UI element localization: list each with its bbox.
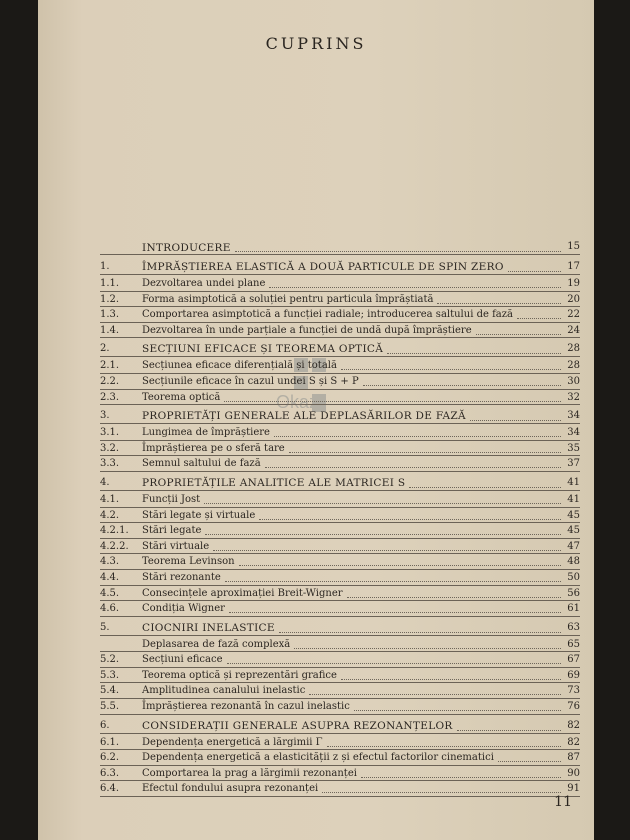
toc-leader-dots bbox=[239, 565, 561, 566]
toc-entry-number: 1.1. bbox=[100, 278, 120, 289]
toc-chapter-row bbox=[100, 236, 580, 256]
toc-section-row bbox=[100, 735, 580, 751]
toc-section-row bbox=[100, 637, 580, 653]
toc-entry-page: 28 bbox=[567, 360, 580, 372]
toc-entry-title: CONSIDERAȚII GENERALE ASUPRA REZONANȚELOR bbox=[142, 719, 453, 732]
toc-entry-number: 4.2.2. bbox=[100, 540, 129, 552]
toc-section-row bbox=[100, 307, 580, 323]
toc-entry-page: 19 bbox=[567, 278, 580, 289]
toc-entry-title: Forma asimptotică a soluției pentru particula împrăștiată bbox=[142, 293, 434, 305]
toc-section-row bbox=[100, 554, 580, 570]
toc-entry-title: Stări virtuale bbox=[142, 540, 210, 552]
toc-entry-number: 3. bbox=[100, 410, 110, 422]
toc-entry-title: Comportarea asimptotică a funcției radiale; introducerea saltului de fază bbox=[142, 309, 513, 321]
toc-entry-page: 45 bbox=[567, 525, 580, 537]
toc-entry-title: Teorema optică și reprezentări grafice bbox=[142, 669, 337, 681]
toc-leader-dots bbox=[327, 746, 561, 747]
toc-entry-page: 63 bbox=[567, 621, 580, 633]
toc-entry-title: Condiția Wigner bbox=[142, 603, 225, 615]
book-page bbox=[38, 0, 594, 840]
toc-leader-dots bbox=[457, 730, 561, 731]
toc-entry-title: Stări legate bbox=[142, 525, 202, 537]
toc-entry-title: INTRODUCERE bbox=[142, 242, 231, 254]
toc-entry-page: 91 bbox=[567, 783, 580, 795]
toc-entry-title: Împrăștierea rezonantă în cazul inelastic bbox=[142, 701, 350, 713]
toc-entry-title: Secțiuni eficace bbox=[142, 654, 223, 666]
toc-section-row bbox=[100, 699, 580, 715]
toc-section-row bbox=[100, 456, 580, 472]
toc-entry-number: 6.1. bbox=[100, 736, 120, 748]
toc-entry-number: 6. bbox=[100, 719, 110, 731]
toc-leader-dots bbox=[437, 303, 561, 304]
toc-entry-page: 50 bbox=[567, 571, 580, 583]
toc-leader-dots bbox=[227, 663, 561, 664]
toc-entry-title: Secțiunea eficace diferențială și totală bbox=[142, 360, 337, 372]
toc-entry-title: Dependența energetică a lărgimii Γ bbox=[142, 736, 323, 748]
toc-entry-title: Consecințele aproximației Breit-Wigner bbox=[142, 587, 343, 599]
toc-entry-title: Dependența energetică a elasticității z și efectul factorilor cinematici bbox=[142, 752, 494, 764]
toc-leader-dots bbox=[265, 467, 561, 468]
toc-entry-title: Secțiunile eficace în cazul undei S și S + P bbox=[142, 375, 359, 387]
toc-leader-dots bbox=[235, 251, 561, 252]
toc-entry-title: Lungimea de împrăștiere bbox=[142, 427, 270, 439]
toc-entry-number: 2.3. bbox=[100, 391, 120, 403]
toc-leader-dots bbox=[361, 777, 561, 778]
toc-entry-title: Dezvoltarea în unde parțiale a funcției de undă după împrăștiere bbox=[142, 324, 472, 336]
toc-entry-number: 4.2. bbox=[100, 509, 120, 521]
toc-entry-page: 61 bbox=[567, 603, 580, 615]
toc-entry-number: 4.6. bbox=[100, 603, 120, 615]
toc-row-divider bbox=[100, 490, 580, 491]
toc-leader-dots bbox=[322, 792, 561, 793]
toc-entry-page: 65 bbox=[567, 638, 580, 650]
toc-entry-page: 82 bbox=[567, 719, 580, 731]
toc-entry-number: 3.2. bbox=[100, 442, 120, 454]
toc-entry-page: 56 bbox=[567, 587, 580, 599]
toc-entry-title: Efectul fondului asupra rezonanței bbox=[142, 783, 319, 795]
toc-entry-number: 4.3. bbox=[100, 556, 120, 568]
toc-entry-page: 45 bbox=[567, 509, 580, 521]
toc-entry-number: 1.3. bbox=[100, 309, 120, 321]
toc-entry-number: 3.3. bbox=[100, 458, 120, 470]
toc-section-row bbox=[100, 781, 580, 797]
toc-entry-title: PROPRIETĂȚILE ANALITICE ALE MATRICEI S bbox=[142, 476, 406, 489]
toc-entry-page: 76 bbox=[567, 701, 580, 713]
toc-section-row bbox=[100, 570, 580, 586]
toc-entry-page: 41 bbox=[567, 493, 580, 505]
toc-entry-page: 20 bbox=[567, 293, 580, 305]
toc-section-row bbox=[100, 323, 580, 339]
toc-entry-title: CIOCNIRI INELASTICE bbox=[142, 621, 275, 634]
toc-entry-title: ÎMPRĂȘTIEREA ELASTICĂ A DOUĂ PARTICULE DE SPIN ZERO bbox=[142, 261, 504, 273]
toc-leader-dots bbox=[476, 334, 561, 335]
toc-chapter-row bbox=[100, 256, 580, 276]
toc-entry-page: 90 bbox=[567, 767, 580, 779]
toc-leader-dots bbox=[517, 318, 561, 319]
toc-leader-dots bbox=[204, 503, 561, 504]
toc-section-row bbox=[100, 276, 580, 292]
toc-leader-dots bbox=[347, 597, 561, 598]
toc-section-row bbox=[100, 766, 580, 782]
toc-section-row bbox=[100, 358, 580, 374]
toc-entry-title: Stări legate și virtuale bbox=[142, 509, 256, 521]
toc-leader-dots bbox=[279, 632, 561, 633]
toc-leader-dots bbox=[387, 353, 561, 354]
toc-section-row bbox=[100, 441, 580, 457]
toc-entry-number: 2.2. bbox=[100, 375, 120, 387]
toc-entry-number: 5.4. bbox=[100, 685, 120, 697]
toc-entry-number: 4.1. bbox=[100, 493, 120, 505]
toc-entry-number: 2. bbox=[100, 343, 110, 355]
toc-entry-page: 35 bbox=[567, 442, 580, 454]
toc-entry-page: 34 bbox=[567, 410, 580, 422]
toc-leader-dots bbox=[309, 694, 561, 695]
toc-entry-number: 5.2. bbox=[100, 654, 120, 666]
toc-entry-number: 2.1. bbox=[100, 360, 120, 372]
toc-row-divider bbox=[100, 796, 580, 797]
toc-entry-page: 82 bbox=[567, 736, 580, 748]
toc-entry-number: 5.3. bbox=[100, 669, 120, 681]
toc-entry-page: 24 bbox=[567, 324, 580, 336]
toc-row-divider bbox=[100, 356, 580, 357]
toc-entry-page: 41 bbox=[567, 476, 580, 488]
toc-entry-title: Împrăștierea pe o sferă tare bbox=[142, 442, 285, 454]
toc-entry-number: 4.2.1. bbox=[100, 525, 129, 537]
toc-entry-number: 6.3. bbox=[100, 767, 120, 779]
toc-chapter-row bbox=[100, 405, 580, 425]
toc-leader-dots bbox=[409, 487, 561, 488]
toc-entry-page: 67 bbox=[567, 654, 580, 666]
toc-entry-number: 4.4. bbox=[100, 571, 120, 583]
toc-section-row bbox=[100, 374, 580, 390]
toc-section-row bbox=[100, 492, 580, 508]
toc-entry-page: 73 bbox=[567, 685, 580, 697]
toc-section-row bbox=[100, 508, 580, 524]
page-number: 11 bbox=[554, 794, 572, 810]
toc-entry-page: 17 bbox=[567, 261, 580, 272]
toc-entry-number: 4.5. bbox=[100, 587, 120, 599]
toc-leader-dots bbox=[213, 550, 561, 551]
toc-leader-dots bbox=[341, 369, 561, 370]
toc-entry-number: 4. bbox=[100, 476, 110, 488]
toc-leader-dots bbox=[294, 648, 561, 649]
toc-leader-dots bbox=[274, 436, 561, 437]
toc-leader-dots bbox=[341, 679, 561, 680]
toc-leader-dots bbox=[508, 271, 561, 272]
toc-section-row bbox=[100, 601, 580, 617]
toc-entry-page: 87 bbox=[567, 752, 580, 764]
toc-entry-number: 1. bbox=[100, 261, 110, 272]
toc-section-row bbox=[100, 750, 580, 766]
toc-entry-title: Stări rezonante bbox=[142, 571, 221, 583]
svg-text:Okazii: Okazii bbox=[276, 392, 327, 412]
toc-entry-page: 48 bbox=[567, 556, 580, 568]
toc-entry-title: Semnul saltului de fază bbox=[142, 458, 261, 470]
toc-section-row bbox=[100, 683, 580, 699]
toc-entry-title: Dezvoltarea undei plane bbox=[142, 278, 266, 289]
toc-chapter-row bbox=[100, 617, 580, 637]
toc-entry-page: 37 bbox=[567, 458, 580, 470]
toc-leader-dots bbox=[225, 581, 561, 582]
toc-row-divider bbox=[100, 635, 580, 636]
toc-entry-title: SECȚIUNI EFICACE ȘI TEOREMA OPTICĂ bbox=[142, 343, 384, 356]
toc-entry-page: 32 bbox=[567, 391, 580, 403]
toc-entry-title: Deplasarea de fază complexă bbox=[142, 638, 291, 650]
toc-entry-page: 30 bbox=[567, 375, 580, 387]
toc-section-row bbox=[100, 652, 580, 668]
toc-row-divider bbox=[100, 274, 580, 275]
toc-entry-page: 69 bbox=[567, 669, 580, 681]
toc-entry-title: PROPRIETĂȚI GENERALE ALE DEPLASĂRILOR DE FAZĂ bbox=[142, 410, 466, 423]
toc-entry-title: Teorema optică bbox=[142, 391, 221, 403]
toc-entry-page: 34 bbox=[567, 427, 580, 439]
toc-leader-dots bbox=[269, 287, 561, 288]
toc-entry-page: 47 bbox=[567, 540, 580, 552]
toc-row-divider bbox=[100, 423, 580, 424]
toc-entry-number: 6.4. bbox=[100, 783, 120, 795]
toc-leader-dots bbox=[259, 519, 561, 520]
page-title: CUPRINS bbox=[265, 34, 367, 53]
toc-entry-page: 15 bbox=[567, 241, 580, 252]
toc-section-row bbox=[100, 586, 580, 602]
toc-section-row bbox=[100, 390, 580, 406]
toc-section-row bbox=[100, 539, 580, 555]
toc-entry-page: 22 bbox=[567, 309, 580, 321]
toc-leader-dots bbox=[354, 710, 561, 711]
toc-leader-dots bbox=[289, 452, 561, 453]
toc-section-row bbox=[100, 668, 580, 684]
toc-entry-title: Teorema Levinson bbox=[142, 556, 235, 568]
toc-entry-page: 28 bbox=[567, 343, 580, 355]
toc-entry-number: 5. bbox=[100, 621, 110, 633]
toc-entry-number: 1.4. bbox=[100, 324, 120, 336]
toc-chapter-row bbox=[100, 472, 580, 492]
toc-leader-dots bbox=[224, 401, 561, 402]
toc-entry-number: 5.5. bbox=[100, 701, 120, 713]
toc-leader-dots bbox=[363, 385, 561, 386]
toc-section-row bbox=[100, 425, 580, 441]
toc-leader-dots bbox=[229, 612, 561, 613]
toc-leader-dots bbox=[498, 761, 561, 762]
toc-chapter-row bbox=[100, 715, 580, 735]
toc-leader-dots bbox=[205, 534, 561, 535]
toc-section-row bbox=[100, 292, 580, 308]
toc-entry-number: 3.1. bbox=[100, 427, 120, 439]
toc-entry-title: Funcții Jost bbox=[142, 493, 201, 505]
toc-chapter-row bbox=[100, 338, 580, 358]
toc-entry-number: 6.2. bbox=[100, 752, 120, 764]
toc-leader-dots bbox=[470, 420, 561, 421]
toc-section-row bbox=[100, 523, 580, 539]
toc-row-divider bbox=[100, 733, 580, 734]
toc-row-divider bbox=[100, 254, 580, 255]
toc-entry-number: 1.2. bbox=[100, 293, 120, 305]
toc-entry-title: Amplitudinea canalului inelastic bbox=[142, 685, 306, 697]
toc-entry-title: Comportarea la prag a lărgimii rezonanței bbox=[142, 767, 357, 779]
table-of-contents bbox=[100, 236, 580, 797]
